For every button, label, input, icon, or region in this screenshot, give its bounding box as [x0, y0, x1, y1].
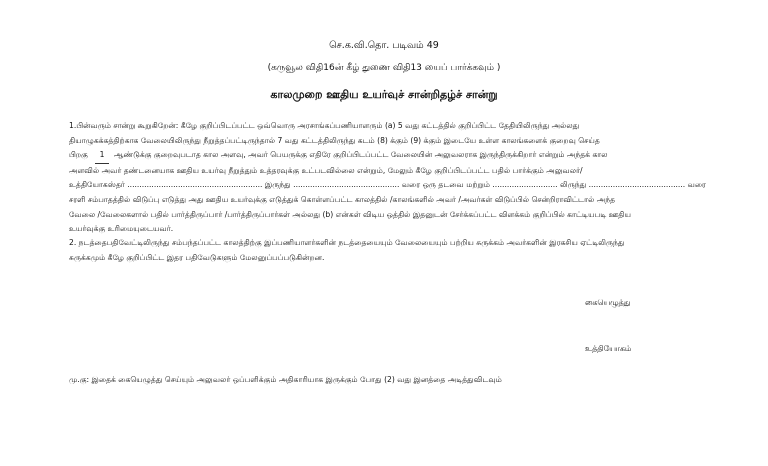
years-blank: 1 [95, 148, 109, 164]
para1-line-5: உத்தியோகஸ்தர் ........................................................ இருந்து ............................................ வரை ஒரு தடவை மற்றும் ........................... லிருந்து ........................................ வரை [69, 180, 706, 190]
para2-line-1: 2. நடத்தைபதிவேட்டிலிருந்து சம்பந்தப்பட்ட காலத்திற்கு இப்பணியாளர்களின் நடத்தையையும் வேலையையும் பற்றிய சுருக்கம் அவர்களின் இரகசிய ஏட்டிலிருந்து [69, 238, 625, 247]
paragraph-1 [69, 119, 709, 237]
para1-line-1: 1.பின்வரும் சான்று கூறுகிறேன்: கீழே குறிப்பிடப்பட்ட ஒவ்வொரு அரசாங்கப்பணியாளரும் (a) 5 வது கட்டத்தில் குறிப்பிட்ட தேதியிலிருந்து அல்லது [69, 121, 580, 130]
para1-line-3-text: ஆண்டுக்கு குறைவுபடாத கால அளவு, அவர் பெயருக்கு எதிரே குறிப்பிடப்பட்ட வேலையின் அலுவலராக இருந்திருக்கிறார் என்றும் அந்தக் கால [113, 150, 608, 160]
paragraph-2 [69, 236, 709, 265]
footnote: மு.கு: இதைக் கையெழுத்து செய்யும் அலுவலர் ஒப்பளிக்கும் அதிகாரியாக இருக்கும் போது (2) வது இனத்தை அடித்துவிடவும் [69, 375, 502, 384]
form-number: செ.க.வி.தொ. படிவம் 49 [329, 40, 439, 51]
para1-line-6: சரளி சம்பாதத்தில் விடுப்பு எடுத்து அது ஊதிய உயர்வுக்கு எடுத்துக் கொள்ளப்பட்ட காலத்தில் /காலங்களில் அவர் /அவர்கள் விடுப்பில் சென்றிராவிட்டால் அந்த [69, 194, 616, 204]
rule-reference: (கருவூல விதி16ன் கீழ் துணை விதி13 யைப் பார்க்கவும் ) [267, 63, 501, 73]
designation-label: உத்தியோகம் [585, 344, 632, 353]
para1-line-3 [69, 148, 709, 164]
para1-line-2: தியாழுகக்கத்திற்காக வேலையிலிருந்து நீறுத்தப்பட்டிருந்தால் 7 வது கட்டத்திலிருந்து கடம் (8) க்கும் (9) க்கும் இடையே உள்ள காலங்களைக் குறைவு செய்த [69, 135, 600, 145]
para1-line-4: அளவில் அவர் தண்டனையாக ஊதிய உயர்வு நீறுத்தும் உத்தரவுக்கு உட்படவில்லை என்றும், மேலும் கீழே குறிப்பிடப்பட்ட பதில் பார்க்கும் அலுவலர்/ [69, 165, 583, 175]
signature-label: கையெழுத்து [585, 298, 631, 307]
para1-line-8: உயர்வுக்கு உரிமையுடையவர். [69, 224, 174, 234]
para1-line-7: வேலை /வேலைகளால் பதில் பார்த்திருப்பார் /பார்த்திருப்பார்கள் அல்லது (b) என்கள் விடிய ஒத்தில் இதனுடன் சேர்க்கப்பட்ட விளக்கம் குறிப்பில் காட்டியபடி ஊதிய [69, 209, 632, 219]
certificate-title: காலமுறை ஊதிய உயர்வுச் சான்றிதழ்ச் சான்று [270, 88, 498, 101]
para2-line-2: சுருக்கமும் கீழே குறிப்பிட்ட இதர பதிவேடுகளும் மேலனுப்பப்படுகின்றன. [69, 252, 325, 262]
para1-prefix: பிறகு [69, 150, 88, 160]
